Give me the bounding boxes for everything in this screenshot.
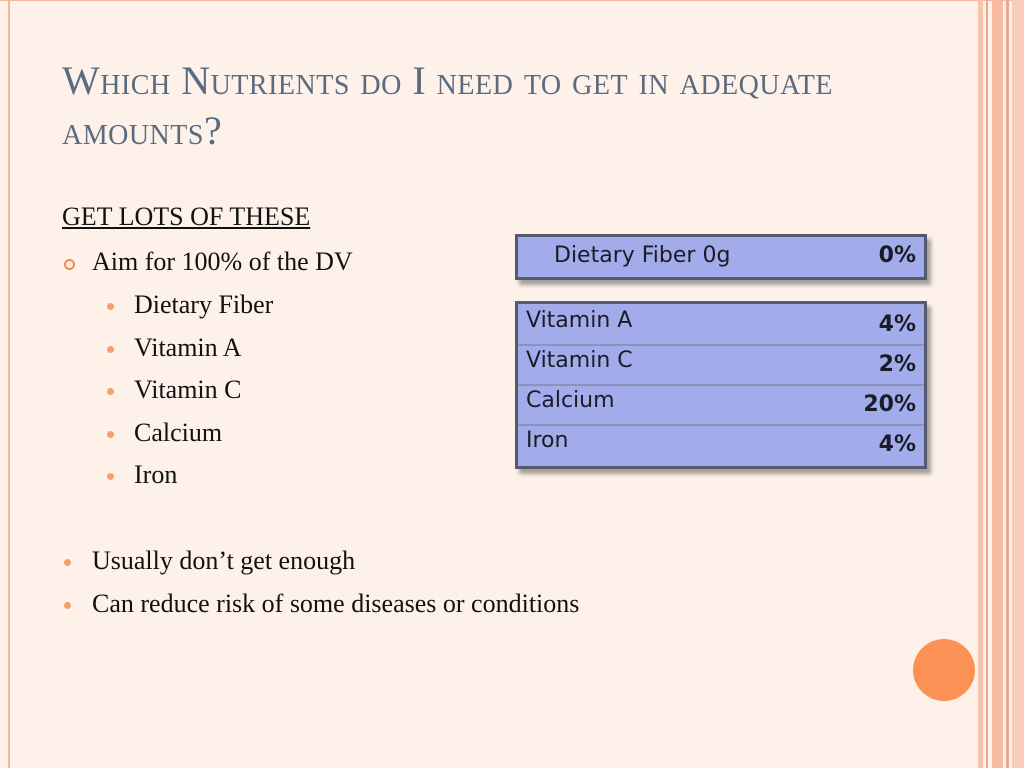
vitamin-name: Iron: [526, 428, 569, 453]
right-stripes-decoration: [978, 0, 1024, 768]
orange-circle-decoration: [913, 639, 975, 701]
vitamin-row: [518, 344, 924, 386]
vitamin-name: Vitamin C: [526, 348, 633, 373]
bullet-dot-icon: [107, 473, 114, 480]
vitamins-label-box: [515, 301, 927, 469]
slide-title: Which Nutrients do I need to get in adequate amounts?: [62, 58, 833, 153]
vitamin-percent: 20%: [863, 392, 916, 417]
vitamin-row: [518, 304, 924, 346]
nutrient-item: Calcium: [134, 418, 223, 447]
nutrient-item: Vitamin A: [134, 333, 242, 362]
stripe: [992, 0, 1003, 768]
left-border: [8, 0, 10, 768]
fiber-label-box: [515, 234, 927, 280]
top-border: [0, 0, 1024, 1]
point-item: Usually don’t get enough: [92, 546, 356, 575]
nutrient-item: Iron: [134, 460, 178, 489]
nutrient-item: Vitamin C: [134, 375, 242, 404]
bullet-dot-icon: [107, 388, 114, 395]
stripe: [978, 0, 983, 768]
bullet-dot-icon: [64, 559, 71, 566]
vitamin-percent: 4%: [878, 432, 916, 457]
fiber-name: Dietary Fiber 0g: [554, 243, 731, 268]
section-heading: GET LOTS OF THESE: [62, 202, 311, 231]
vitamin-row: [518, 424, 924, 464]
vitamin-percent: 4%: [878, 312, 916, 337]
ring-bullet-icon: [64, 259, 75, 270]
bullet-dot-icon: [107, 346, 114, 353]
bullet-dot-icon: [107, 303, 114, 310]
fiber-percent: 0%: [878, 243, 916, 268]
point-item: Can reduce risk of some diseases or conditions: [92, 589, 580, 618]
bullet-dot-icon: [107, 431, 114, 438]
aim-text: Aim for 100% of the DV: [92, 247, 353, 276]
stripe: [1012, 0, 1024, 768]
bullet-dot-icon: [64, 602, 71, 609]
vitamin-row: [518, 384, 924, 426]
nutrient-item: Dietary Fiber: [134, 290, 274, 319]
vitamin-name: Calcium: [526, 388, 615, 413]
vitamin-percent: 2%: [878, 352, 916, 377]
stripe: [986, 0, 988, 768]
stripe: [1006, 0, 1009, 768]
vitamin-name: Vitamin A: [526, 308, 633, 333]
